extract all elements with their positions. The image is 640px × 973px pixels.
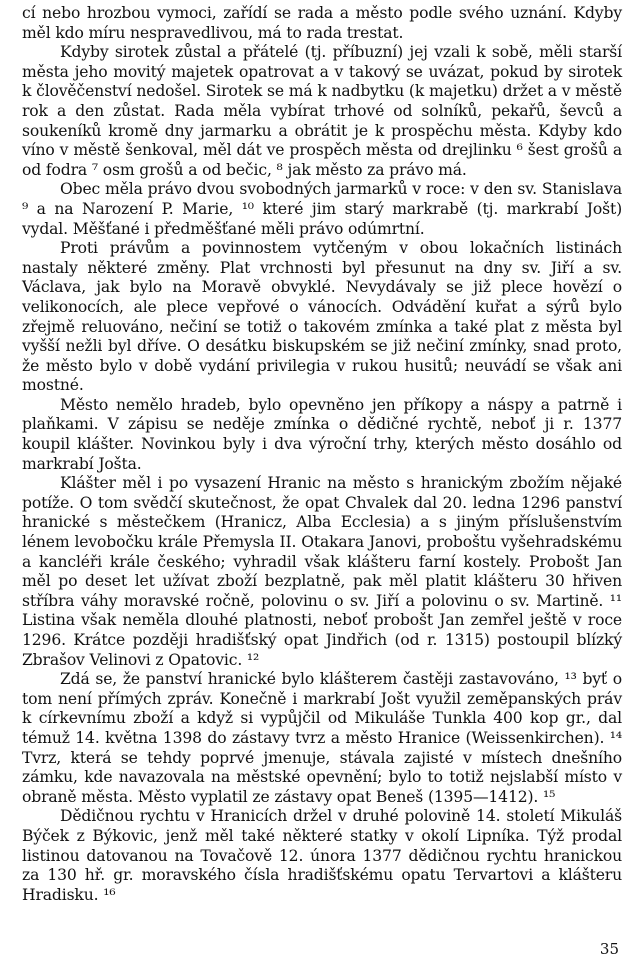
paragraph: Zdá se, že panství hranické bylo klášterem častěji zastavováno, ¹³ byť o tom není přímých zpráv. Konečně i markrabí Jošt využil zeměpanských práv k církevnímu zboží a když si vypůjčil od Mikuláše Tunkla 400 kop gr., dal témuž 14. května 1398 do zástavy tvrz a město Hranice (Weissenkirchen). ¹⁴ Tvrz, která se tehdy poprvé jmenuje, stávala zajisté v místech dnešního zámku, kde navazovala na městské opevnění; bylo to totiž nejslabší místo v obraně města. Město vyplatil ze zástavy opat Beneš (1395—1412). ¹⁵ bbox=[22, 670, 622, 806]
paragraph: Kdyby sirotek zůstal a přátelé (tj. příbuzní) jej vzali k sobě, měli starší města jeho movitý majetek opatrovat a v takový se uvázat, pokud by sirotek k člověčenství nedošel. Sirotek se má k nadbytku (k majetku) držet a v městě rok a den zůstat. Rada měla vybírat trhové od solníků, pekařů, ševců a soukeníků kromě dny jarmarku a obrátit je k prospěchu města. Kdyby kdo víno v městě šenkoval, měl dát ve prospěch města od drejlinku ⁶ šest grošů a od fodra ⁷ osm grošů a od bečic, ⁸ jak město za právo má. bbox=[22, 43, 622, 179]
paragraph: cí nebo hrozbou vymoci, zařídí se rada a město podle svého uznání. Kdyby měl kdo míru nespravedlivou, má to rada trestat. bbox=[22, 4, 622, 42]
page-number: 35 bbox=[599, 940, 619, 958]
paragraph: Město nemělo hradeb, bylo opevněno jen příkopy a náspy a patrně i plaňkami. V zápisu se neděje zmínka o dědičné rychtě, neboť ji r. 1377 koupil klášter. Novinkou byly i dva výroční trhy, kterých město dosáhlo od markrabí Jošta. bbox=[22, 395, 622, 473]
page-body bbox=[22, 4, 622, 905]
paragraph: Proti právům a povinnostem vytčeným v obou lokačních listinách nastaly některé změny. Plat vrchnosti byl přesunut na dny sv. Jiří a sv. Václava, jak bylo na Moravě obvyklé. Nevydávaly se již plece hovězí o velikonocích, ale plece vepřové o vánocích. Odvádění kuřat a sýrů bylo zřejmě reluováno, nečiní se totiž o takovém zmínka a také plat z města byl vyšší nežli byl dříve. O desátku biskupském se již nečiní zmínky, snad proto, že město bylo v době vydání privilegia v rukou husitů; neuvádí se však ani mostné. bbox=[22, 239, 622, 395]
paragraph: Klášter měl i po vysazení Hranic na město s hranickým zbožím nějaké potíže. O tom svědčí skutečnost, že opat Chvalek dal 20. ledna 1296 panství hranické s městečkem (Hranicz, Alba Ecclesia) a s jiným příslušenstvím lénem levobočku krále Přemysla II. Otakara Janovi, proboštu vyšehradskému a kancléři krále českého; vyhradil však klášteru farní kostely. Probošt Jan měl po deset let užívat zboží bezplatně, pak měl platit klášteru 30 hřiven stříbra váhy moravské ročně, polovinu o sv. Jiří a polovinu o sv. Martině. ¹¹ Listina však neměla dlouhé platnosti, neboť probošt Jan zemřel ještě v roce 1296. Krátce později hradišťský opat Jindřich (od r. 1315) postoupil blízký Zbrašov Velinovi z Opatovic. ¹² bbox=[22, 474, 622, 669]
paragraph: Dědičnou rychtu v Hranicích držel v druhé polovině 14. století Mikuláš Býček z Býkovic, jenž měl také některé statky v okolí Lipníka. Týž prodal listinou datovanou na Tovačově 12. února 1377 dědičnou rychtu hranickou za 130 hř. gr. moravského čísla hradišťskému opatu Tervartovi a klášteru Hradisku. ¹⁶ bbox=[22, 807, 622, 904]
paragraph: Obec měla právo dvou svobodných jarmarků v roce: v den sv. Stanislava ⁹ a na Narození P. Marie, ¹⁰ které jim starý markrabě (tj. markrabí Jošt) vydal. Měšťané i předměšťané měli právo odúmrtní. bbox=[22, 180, 622, 238]
